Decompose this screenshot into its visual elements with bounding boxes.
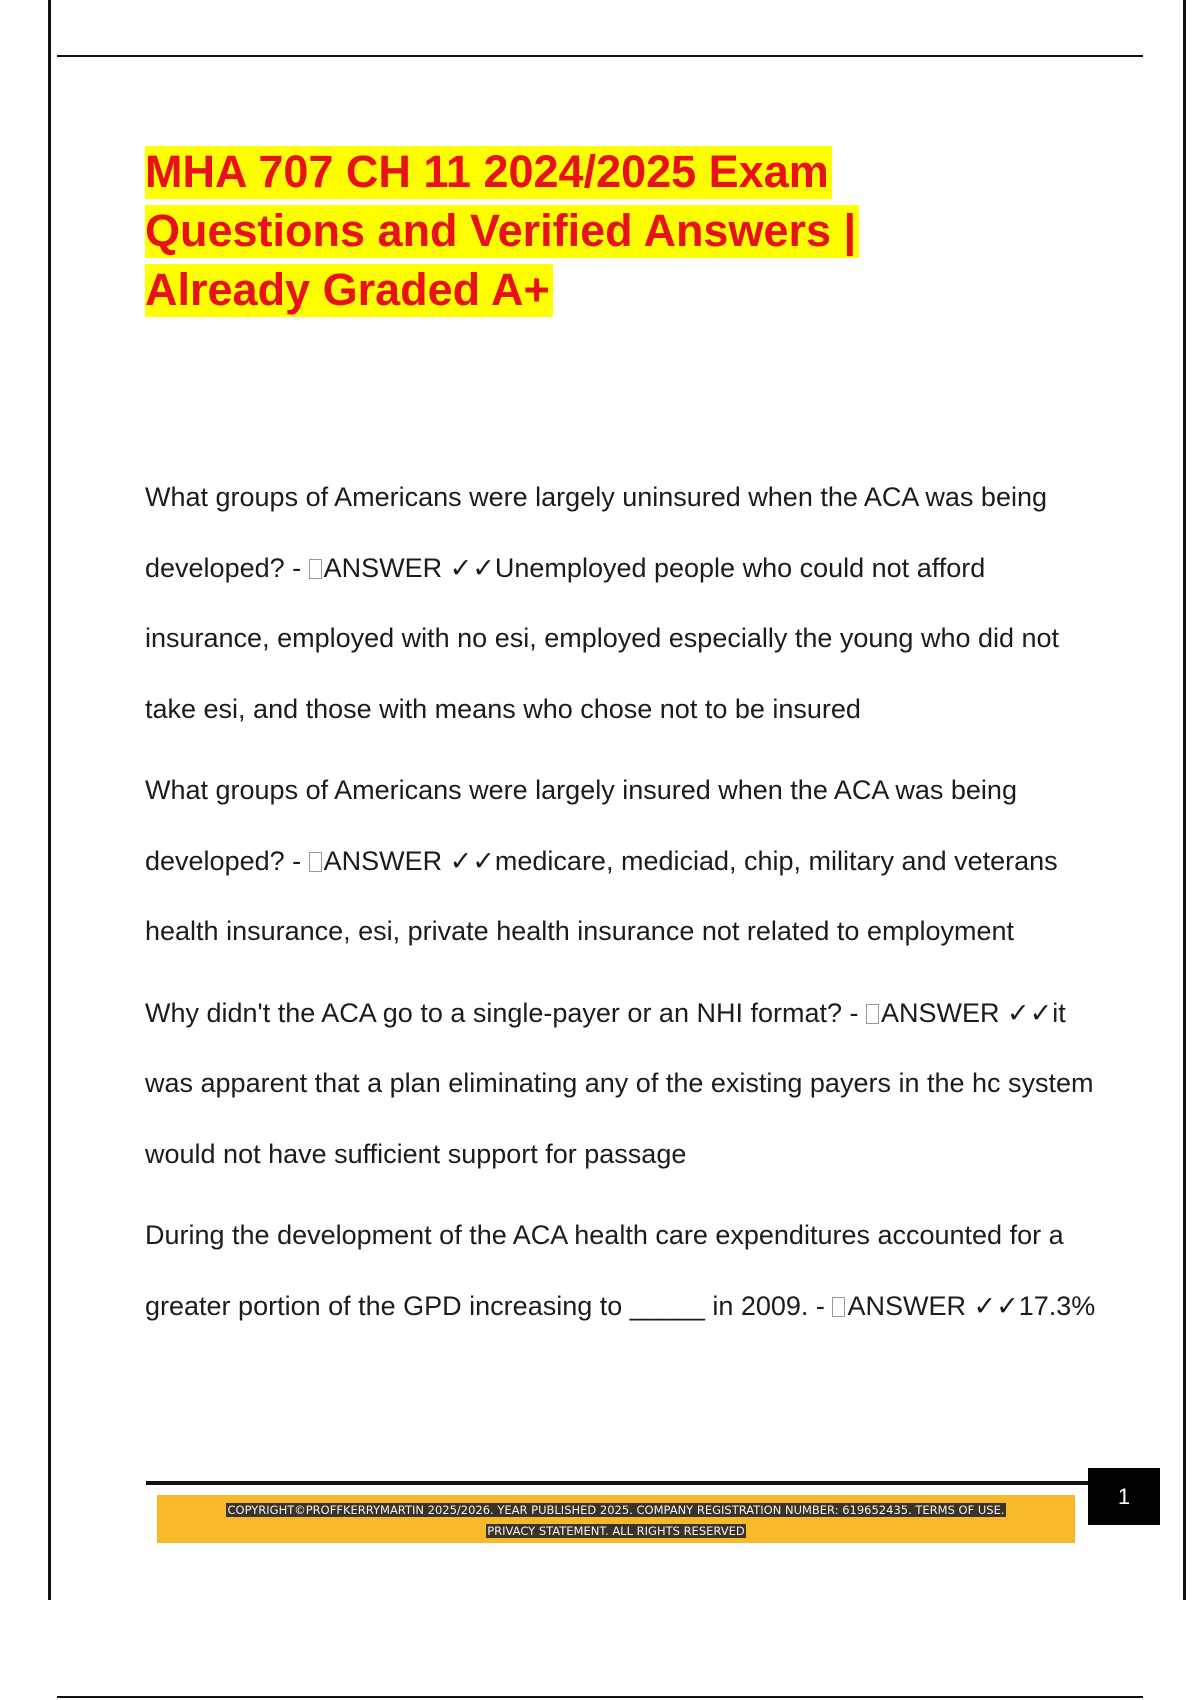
qa-item-2 (145, 755, 1100, 967)
question-text: What groups of Americans were largely insured when the ACA was being developed? - (145, 775, 1017, 876)
answer-text: medicare, mediciad, chip, military and veterans health insurance, esi, private health insurance not related to employment (145, 845, 1058, 946)
answer-label: ANSWER ✓✓ (847, 1290, 1019, 1321)
answer-label: ANSWER ✓✓ (323, 552, 495, 583)
header-rule (57, 55, 1143, 57)
page-border-right (1183, 0, 1186, 1600)
qa-item-3 (145, 978, 1100, 1190)
copyright-line-1: COPYRIGHT©PROFFKERRYMARTIN 2025/2026. YEAR PUBLISHED 2025. COMPANY REGISTRATION NUMBER: 619652435. TERMS OF USE. (227, 1503, 1005, 1517)
missing-glyph-icon (309, 559, 322, 579)
question-text: During the development of the ACA health care expenditures accounted for a greater portion of the GPD increasing to _____ in 2009. - (145, 1220, 1064, 1321)
copyright-notice (157, 1500, 1075, 1542)
answer-text: Unemployed people who could not afford insurance, employed with no esi, employed especially the young who did not take esi, and those with means who chose not to be insured (145, 552, 1060, 724)
qa-list (145, 462, 1100, 1352)
answer-text: 17.3% (1018, 1290, 1096, 1321)
document-title (145, 142, 1005, 319)
page-number: 1 (1088, 1468, 1160, 1525)
missing-glyph-icon (309, 852, 322, 872)
copyright-line-2: PRIVACY STATEMENT. ALL RIGHTS RESERVED (487, 1524, 745, 1538)
qa-item-1 (145, 462, 1100, 744)
missing-glyph-icon (832, 1297, 845, 1317)
page-border-left (48, 0, 51, 1600)
missing-glyph-icon (866, 1004, 879, 1024)
footer-rule (146, 1481, 1090, 1485)
answer-label: ANSWER ✓✓ (323, 845, 495, 876)
title-line-3: Already Graded A+ (145, 264, 553, 317)
question-text: Why didn't the ACA go to a single-payer or an NHI format? - (145, 997, 859, 1028)
question-text: What groups of Americans were largely uninsured when the ACA was being developed? - (145, 482, 1047, 583)
answer-text: it was apparent that a plan eliminating any of the existing payers in the hc system would not have sufficient support for passage (145, 997, 1094, 1169)
page-bottom-rule (57, 1696, 1143, 1698)
qa-item-4 (145, 1200, 1100, 1341)
title-line-2: Questions and Verified Answers | (145, 205, 859, 258)
answer-label: ANSWER ✓✓ (881, 997, 1053, 1028)
title-line-1: MHA 707 CH 11 2024/2025 Exam (145, 146, 832, 199)
